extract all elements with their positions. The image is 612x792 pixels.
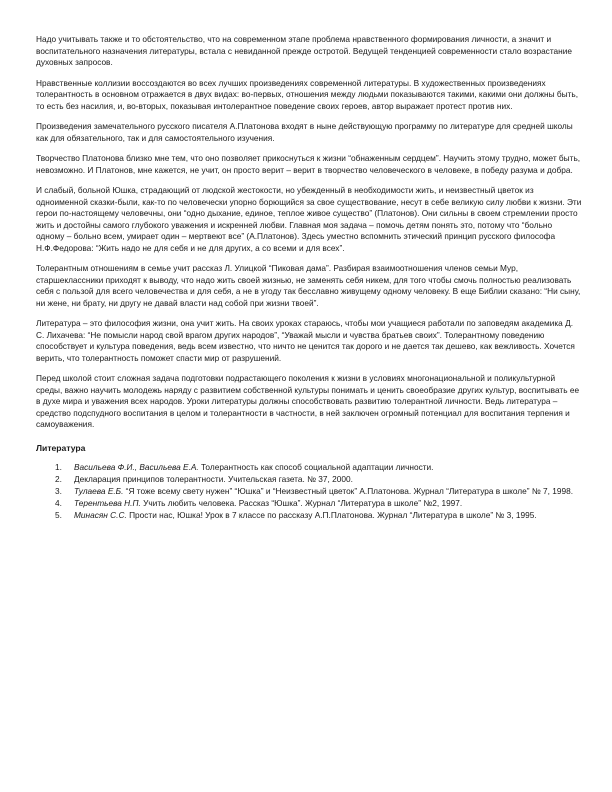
reference-text: Декларация принципов толерантности. Учительская газета. № 37, 2000. xyxy=(74,473,353,484)
reference-number: 2. xyxy=(55,473,62,484)
paragraph-7: Литература – это философия жизни, она учит жить. На своих уроках стараюсь, чтобы мои учащиеся работали по заповедям академика Д. С. Лихачева: “Не помысли народ свой врагом других народов”, “Уважай мысли и чувства братьев своих”. Толерантному поведению способствует и культура поведения, ведь всем известно, что ничто не ценится так дорого и не дается так дешево, как вежливость. Хочется верить, что толерантность поможет спасти мир от разрушений. xyxy=(36,318,575,363)
paragraph-4: Творчество Платонова близко мне тем, что оно позволяет прикоснуться к жизни “обнаженным сердцем”. Научить этому трудно, может быть, невозможно. И Платонов, мне кажется, не учит, он просто верит – верит в творчество человеческого в человеке, в победу разума и добра. xyxy=(36,153,581,175)
reference-text: Прости нас, Юшка! Урок в 7 классе по рассказу А.П.Платонова. Журнал “Литература в школе” № 3, 1995. xyxy=(126,509,537,520)
reference-author: Минасян С.С. xyxy=(74,509,127,520)
paragraph-8: Перед школой стоит сложная задача подготовки подрастающего поколения к жизни в условиях многонациональной и поликультурной среды, важно научить молодежь наряду с развитием собственной культуры понимать и ценить своеобразие других культур, воспитывать ее в духе мира и уважения всех народов. Уроки литературы должны способствовать развитию толерантной личности. Ведь литература – средство подспудного воспитания в целом и толерантности в частности, в ней заключен огромный потенциал для воспитания терпения и самоуважения. xyxy=(36,373,580,429)
reference-text: Учить любить человека. Рассказ “Юшка”. Журнал “Литература в школе” №2, 1997. xyxy=(140,497,463,508)
paragraph-6: Толерантным отношениям в семье учит рассказ Л. Улицкой “Пиковая дама”. Разбирая взаимоотношения членов семьи Мур, старшеклассники приходят к выводу, что надо жить своей жизнью, не заменять себя никем, для того чтобы смочь полностью реализовать себя с пользой для всего человечества и для себя, а не в угоду так бесславно живущему одному человеку. В еще Библии сказано: “Ни сыну, ни жене, ни брату, ни другу не давай власти над собой при жизни твоей”. xyxy=(36,263,581,308)
paragraph-5: И слабый, больной Юшка, страдающий от людской жестокости, но убежденный в необходимости жить, и неизвестный цветок из одноименной сказки-были, как-то по человечески упорно борющийся за свое существование, несут в себе великую силу любви к жизни. Эти герои по-настоящему человечны, они “одно дыхание, единое, теплое живое существо” (Платонов). Они сильны в своем стремлении просто жить и достойны самого глубокого уважения и искренней любви. Главная моя задача – помочь детям понять это, потому что “больно одному – больно всем, умирает один – мертвеют все” (А.Платонов). Здесь уместно вспомнить этический принцип русского философа Н.Ф.Федорова: “Жить надо не для себя и не для других, а со всеми и для всех”. xyxy=(36,185,582,253)
reference-number: 3. xyxy=(55,485,62,496)
reference-item xyxy=(36,498,582,510)
reference-item xyxy=(36,510,582,522)
reference-number: 4. xyxy=(55,497,62,508)
paragraph-3: Произведения замечательного русского писателя А.Платонова входят в ныне действующую программу по литературе для средней школы как для обязательного, так и для самостоятельного изучения. xyxy=(36,121,573,143)
reference-author: Терентьева Н.П. xyxy=(74,497,141,508)
reference-item xyxy=(36,474,582,486)
reference-text: “Я тоже всему свету нужен” “Юшка” и “Неизвестный цветок” А.Платонова. Журнал “Литература в школе” № 7, 1998. xyxy=(123,485,574,496)
reference-number: 5. xyxy=(55,509,62,520)
reference-author: Васильева Ф.И., Васильева Е.А. xyxy=(74,461,199,472)
reference-number: 1. xyxy=(55,461,62,472)
references-list xyxy=(36,462,582,522)
paragraph-2: Нравственные коллизии воссоздаются во всех лучших произведениях современной литературы. В художественных произведениях толерантность в основном отражается в двух видах: во-первых, отношения между людьми показываются такими, какими они должны быть, то есть без насилия, и, во-вторых, показывая интолерантное поведение своих героев, автор выражает протест против них. xyxy=(36,77,579,111)
paragraph-1: Надо учитывать также и то обстоятельство, что на современном этапе проблема нравственного формирования личности, а значит и воспитательного назначения литературы, встала с невиданной прежде остротой. Ведущей тенденцией современности стало возрастание духовных запросов. xyxy=(36,34,572,67)
document-page xyxy=(36,34,582,522)
reference-item xyxy=(36,486,582,498)
reference-author: Тулаева Е.Б. xyxy=(74,485,124,496)
reference-text: Толерантность как способ социальной адаптации личности. xyxy=(198,461,434,472)
references-heading: Литература xyxy=(36,442,86,453)
reference-item xyxy=(36,462,582,474)
